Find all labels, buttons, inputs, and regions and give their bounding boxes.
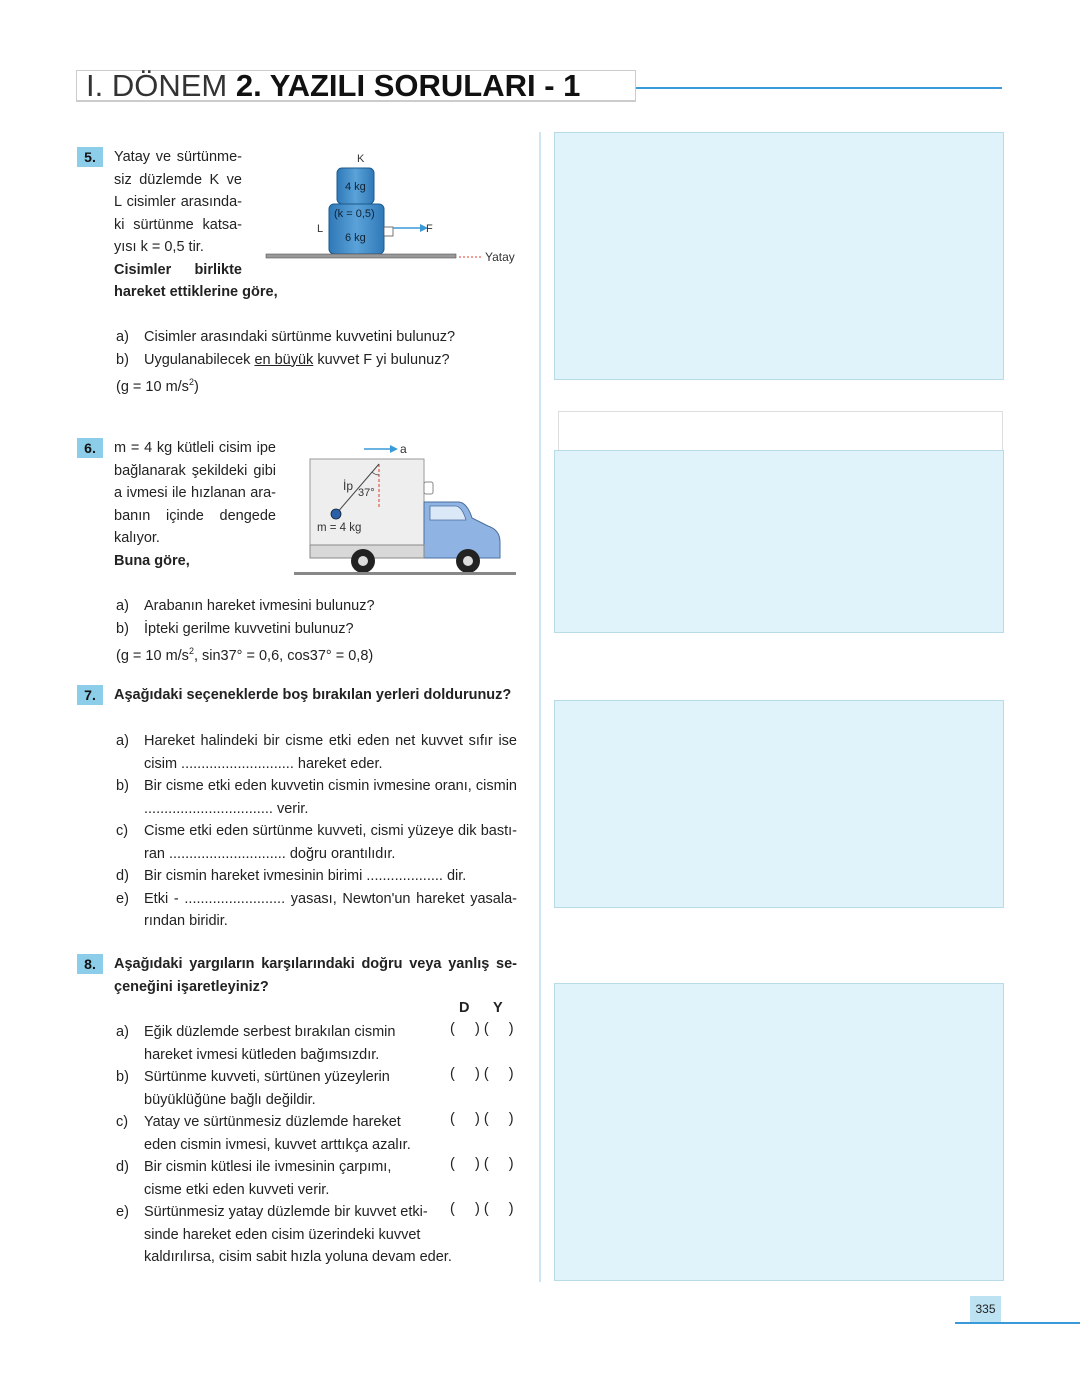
question-number: 7.: [77, 685, 103, 705]
q7-item: c) Cisme etki eden sürtünme kuvveti, cismi yüzeye dik bastı- ran ............................. doğru orantılıdır.: [116, 823, 517, 862]
friction-coef: (k = 0,5): [334, 208, 375, 220]
q7-items: [116, 730, 517, 933]
page-title: I. DÖNEM 2. YAZILI SORULARI - 1: [86, 68, 581, 103]
col-d: D: [459, 1000, 470, 1016]
label-ip: İp: [343, 479, 354, 493]
answer-box-q6[interactable]: [554, 450, 1004, 633]
label-mass: m = 4 kg: [317, 522, 362, 534]
q5-line: L cisimler arasında-: [114, 194, 242, 210]
footer-accent-line: [955, 1322, 1080, 1324]
q7-item: b) Bir cisme etki eden kuvvetin cismin ivmesine oranı, cismin ................................ verir.: [116, 778, 517, 817]
q6-bold-line: Buna göre,: [114, 552, 190, 569]
q5-line: ki sürtünme katsa-: [114, 216, 242, 233]
q5-bold-line: hareket ettiklerine göre,: [114, 284, 278, 300]
dy-choice-d[interactable]: ( ) ( ): [450, 1156, 514, 1172]
q7-item: d) Bir cismin hareket ivmesinin birimi ................... dir.: [116, 868, 467, 884]
q6-line: kalıyor.: [114, 530, 160, 546]
col-y: Y: [493, 1000, 503, 1016]
q8-title: Aşağıdaki yargıların karşılarındaki doğru veya yanlış se- çeneğini işaretleyiniz?: [114, 956, 517, 995]
q5-line: siz düzlemde K ve: [114, 171, 242, 188]
q5-parts: [116, 326, 536, 398]
q8-items: [116, 1021, 536, 1269]
q6-part-b: b) İpteki gerilme kuvvetini bulunuz?: [116, 620, 354, 637]
dy-choice-b[interactable]: ( ) ( ): [450, 1066, 514, 1082]
label-k: K: [357, 153, 365, 165]
dy-choice-a[interactable]: ( ) ( ): [450, 1021, 514, 1037]
q7-title: Aşağıdaki seçeneklerde boş bırakılan yerleri doldurunuz?: [114, 687, 512, 703]
q5-figure: [262, 148, 532, 268]
question-number: 8.: [77, 954, 103, 974]
answer-box-q5[interactable]: [554, 132, 1004, 380]
label-l: L: [317, 223, 324, 235]
mass-ball: [331, 509, 341, 519]
q6-line: m = 4 kg kütleli cisim ipe: [114, 440, 276, 456]
q5-gravity: (g = 10 $m/s^2$): [116, 377, 199, 395]
wheel-rear-hub: [358, 556, 368, 566]
q5-bold-line: Cisimler birlikte: [114, 261, 242, 278]
block-k-mass: 4 kg: [345, 181, 366, 193]
q6-line: banın içinde dengede: [114, 507, 276, 524]
dy-choice-e[interactable]: ( ) ( ): [450, 1201, 514, 1217]
q6-figure: [292, 440, 520, 580]
ground: [266, 254, 456, 258]
label-yatay: Yatay: [485, 250, 515, 264]
q8-item: b) Sürtünme kuvveti, sürtünen yüzeylerin büyüklüğüne bağlı değildir.: [116, 1069, 390, 1108]
dy-choice-c[interactable]: ( ) ( ): [450, 1111, 514, 1127]
q8-item: a) Eğik düzlemde serbest bırakılan cismin hareket ivmesi kütleden bağımsızdır.: [116, 1024, 396, 1063]
q8-item: d) Bir cismin kütlesi ile ivmesinin çarpımı, cisme etki eden kuvveti verir.: [116, 1159, 392, 1198]
column-divider: [539, 132, 541, 1282]
question-number: 5.: [77, 147, 103, 167]
label-a: a: [400, 442, 407, 456]
answer-box-q8[interactable]: [554, 983, 1004, 1281]
mirror: [424, 482, 433, 494]
q7-item: a) Hareket halindeki bir cisme etki eden net kuvvet sıfır ise cisim ............................ hareket eder.: [116, 733, 517, 772]
header-accent-line: [636, 87, 1002, 89]
q6-part-a: a) Arabanın hareket ivmesini bulunuz?: [116, 598, 375, 614]
q6-intro: [114, 437, 276, 572]
label-angle: 37°: [358, 487, 375, 499]
page-number: 335: [970, 1296, 1001, 1322]
q5-part-b: b) Uygulanabilecek en büyük kuvvet F yi bulunuz?: [116, 351, 450, 368]
q6-parts: [116, 595, 536, 667]
q5-line: Yatay ve sürtünme-: [114, 149, 242, 165]
q8-item: e) Sürtünmesiz yatay düzlemde bir kuvvet etki- sinde hareket eden cisim üzerindeki kuvvet kaldırılırsa, cisim sabit hızla yoluna devam eder.: [116, 1204, 452, 1265]
q6-line: a ivmesi ile hızlanan ara-: [114, 485, 276, 501]
label-f: F: [426, 223, 433, 235]
q5-part-a: a) Cisimler arasındaki sürtünme kuvvetini bulunuz?: [116, 329, 456, 345]
q7-item: e) Etki - ......................... yasası, Newton'un hareket yasala- rından biridir.: [116, 890, 517, 929]
q6-line: bağlanarak şekildeki gibi: [114, 462, 276, 479]
answer-box-q7[interactable]: [554, 700, 1004, 908]
accel-arrowhead: [390, 445, 398, 453]
q5-intro: [114, 146, 278, 304]
q8-item: c) Yatay ve sürtünmesiz düzlemde hareket eden cismin ivmesi, kuvvet arttıkça azalır.: [116, 1114, 411, 1153]
question-number: 6.: [77, 438, 103, 458]
block-l-mass: 6 kg: [345, 232, 366, 244]
hook: [384, 227, 393, 236]
road: [294, 572, 516, 575]
q5-line: yısı k = 0,5 tir.: [114, 239, 204, 255]
answer-box-q6-tab: [558, 411, 1003, 451]
wheel-front-hub: [463, 556, 473, 566]
q6-gravity: (g = 10 $m/s^2$, sin37° = 0,6, cos37° = 0,8): [116, 646, 374, 664]
